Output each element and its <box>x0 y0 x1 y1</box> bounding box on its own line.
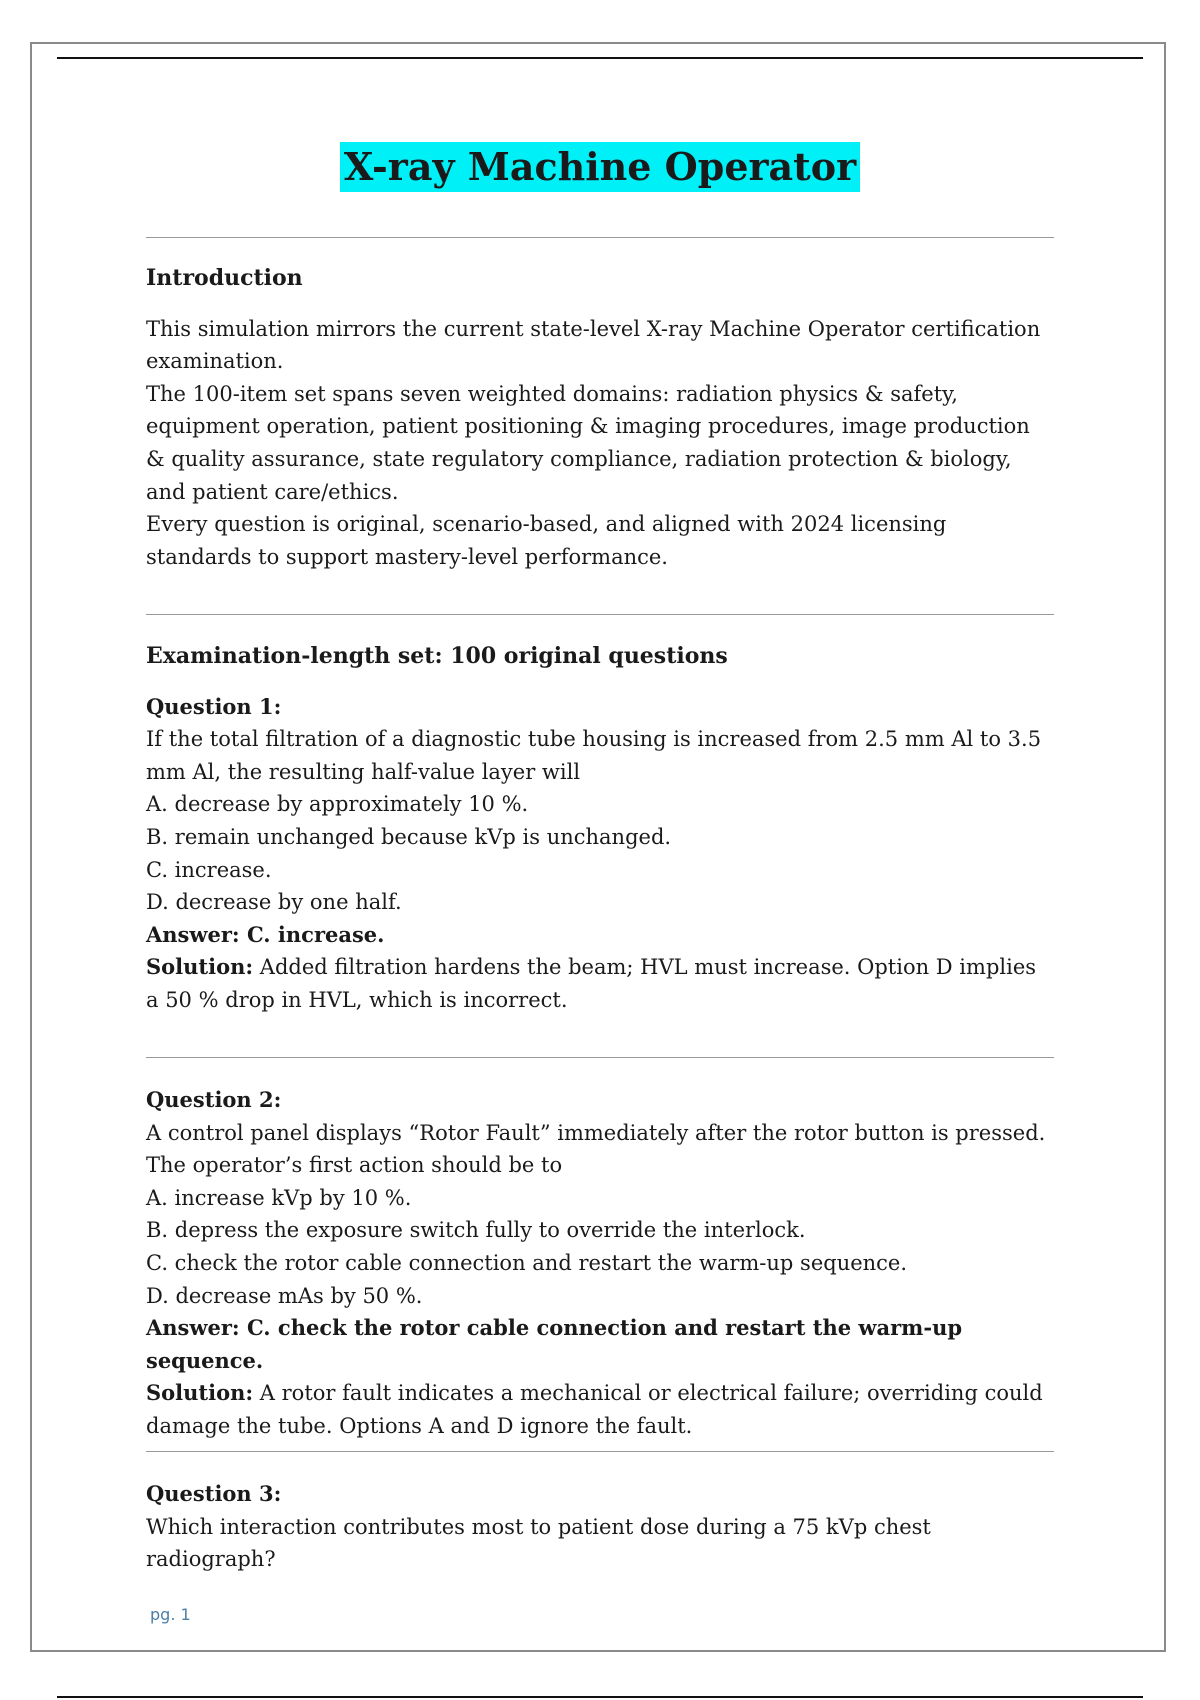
introduction-heading: Introduction <box>146 265 303 291</box>
question-2-section <box>146 1084 1054 1443</box>
section-divider <box>146 1451 1054 1452</box>
answer-option: A. decrease by approximately 10 %. <box>146 792 529 817</box>
title-container <box>0 142 1200 192</box>
question-3-section <box>146 1478 1054 1576</box>
question-label: Question 3: <box>146 1481 282 1506</box>
solution-text: Added filtration hardens the beam; HVL must increase. Option D implies a 50 % drop in HVL, which is incorrect. <box>146 955 1037 1012</box>
header-rule <box>57 57 1143 59</box>
answer-option: B. remain unchanged because kVp is unchanged. <box>146 824 672 849</box>
question-stem: Which interaction contributes most to patient dose during a 75 kVp chest radiograph? <box>146 1514 931 1572</box>
answer-option: B. depress the exposure switch fully to override the interlock. <box>146 1218 806 1243</box>
intro-paragraph: Every question is original, scenario-based, and aligned with 2024 licensing standards to support mastery-level performance. <box>146 512 947 569</box>
solution <box>146 1377 1054 1442</box>
section-divider <box>146 1057 1054 1058</box>
question-stem: If the total filtration of a diagnostic tube housing is increased from 2.5 mm Al to 3.5 mm Al, the resulting half-value layer will <box>146 727 1042 784</box>
answer-option: D. decrease by one half. <box>146 890 402 915</box>
intro-paragraph: This simulation mirrors the current state-level X-ray Machine Operator certification examination. <box>146 316 1041 374</box>
answer-option: A. increase kVp by 10 %. <box>146 1185 412 1210</box>
introduction-section <box>146 262 1054 573</box>
answer-option: C. increase. <box>146 857 272 882</box>
solution-text: A rotor fault indicates a mechanical or electrical failure; overriding could damage the tube. Options A and D ignore the fault. <box>146 1381 1043 1438</box>
section-divider <box>146 237 1054 238</box>
page-number: pg. 1 <box>150 1605 191 1624</box>
exam-heading: Examination-length set: 100 original questions <box>146 643 728 669</box>
intro-paragraph: The 100-item set spans seven weighted domains: radiation physics & safety, equipment operation, patient positioning & imaging procedures, image production & quality assurance, state regulatory compliance, radiation protection & biology, and patient care/ethics. <box>146 381 1030 504</box>
question-label: Question 1: <box>146 693 282 719</box>
footer-rule <box>57 1696 1143 1698</box>
question-label: Question 2: <box>146 1087 282 1112</box>
section-divider <box>146 614 1054 615</box>
solution <box>146 951 1054 1016</box>
answer-option: D. decrease mAs by 50 %. <box>146 1283 423 1308</box>
correct-answer: Answer: C. increase. <box>146 921 385 947</box>
answer-option: C. check the rotor cable connection and restart the warm-up sequence. <box>146 1250 908 1275</box>
question-1-section <box>146 640 1054 1017</box>
solution-label: Solution: <box>146 954 254 980</box>
solution-label: Solution: <box>146 1380 254 1406</box>
question-stem: A control panel displays “Rotor Fault” immediately after the rotor button is pressed. The operator’s first action should be to <box>146 1120 1046 1178</box>
document-title: X-ray Machine Operator <box>340 142 860 192</box>
correct-answer: Answer: C. check the rotor cable connection and restart the warm-up sequence. <box>146 1315 963 1373</box>
